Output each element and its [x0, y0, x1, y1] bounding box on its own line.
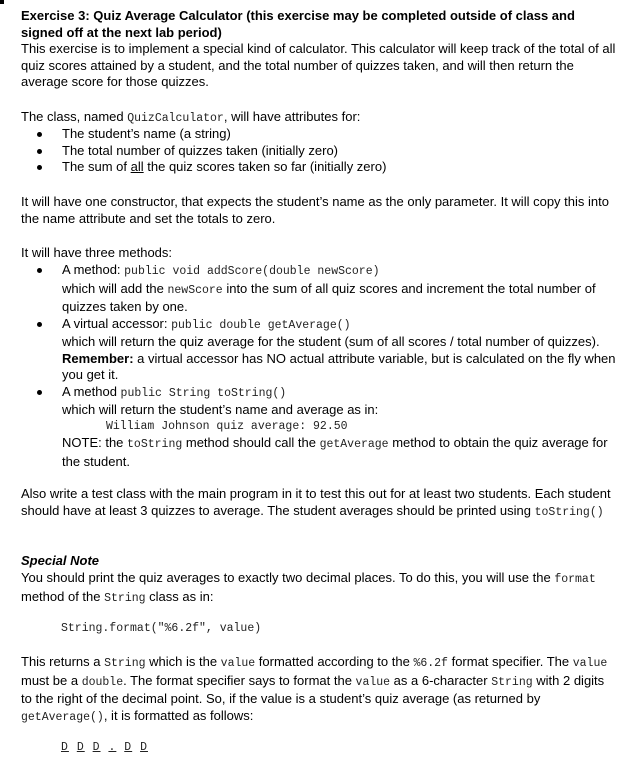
p2-o: with 2 digits to the right of the decimal point. So, if the value is a student’s quiz average (as returned by [21, 672, 605, 706]
method1-desc-code: newScore [167, 283, 223, 297]
attribute-sum-pre: The sum of [62, 159, 131, 174]
p2-d: value [220, 657, 256, 670]
attribute-item-sum [21, 159, 617, 176]
attribute-sum-emph: all [130, 159, 144, 174]
format-code-line: String.format("%6.2f", value) [61, 622, 262, 635]
method2-remember: Remember: [62, 350, 134, 366]
digit-slot: D [76, 741, 85, 754]
special-p1-code2: String [104, 591, 146, 605]
digit-slot: D [61, 741, 69, 754]
p2-c: which is the [145, 654, 221, 669]
p2-j: double [81, 675, 124, 689]
format-digit-pattern [61, 741, 148, 754]
class-intro-post: , will have attributes for: [223, 109, 361, 124]
special-p1-post: class as in: [145, 588, 214, 604]
methods-intro: It will have three methods: [21, 245, 173, 260]
digit-slot: D [92, 741, 101, 754]
class-name-code: QuizCalculator [127, 112, 224, 125]
corner-mark [0, 0, 4, 4]
p2-g: format specifier. The [447, 654, 573, 669]
special-note-paragraph-2 [21, 654, 617, 726]
attribute-sum-post: the quiz scores taken so far (initially zero) [143, 159, 387, 174]
method1-desc-post: into the sum of all quiz scores and increment the total number of quizzes taken by one. [62, 280, 596, 314]
method3-note-pre: NOTE: the [62, 435, 128, 450]
method-list [21, 262, 617, 470]
digit-slot: D [140, 741, 148, 754]
class-intro [21, 109, 617, 128]
method3-signature: public String toString() [120, 386, 287, 400]
constructor-paragraph: It will have one constructor, that expects the student’s name as the only parameter. It will copy this into the name attribute and set the totals to zero. [21, 194, 609, 226]
method2-desc-pre: which will return the quiz average for the student (sum of all scores / total number of quizzes). [62, 334, 600, 349]
method3-note-code1: toString [127, 438, 183, 451]
decimal-point-slot: . [108, 741, 117, 754]
method1-signature: public void addScore(double newScore) [124, 265, 380, 278]
method3-note-code2: getAverage [319, 438, 389, 451]
method2-signature: public double getAverage() [171, 318, 351, 332]
special-note-paragraph-1 [21, 570, 617, 607]
test-class-text: Also write a test class with the main program in it to test this out for at least two students. Each student should have at least 3 quizzes to average. The student averages should be printed using [21, 486, 611, 518]
method2-description [62, 334, 617, 384]
p2-p: getAverage() [21, 710, 104, 724]
p2-a: This returns a [21, 654, 105, 669]
special-p1-pre: You should print the quiz averages to exactly two decimal places. To do this, you will use the [21, 570, 555, 585]
p2-i: must be a [21, 672, 82, 688]
method3-example: William Johnson quiz average: 92.50 [106, 419, 348, 433]
method1-label: A method: [62, 262, 125, 277]
test-class-paragraph [21, 486, 617, 521]
class-intro-pre: The class, named [21, 109, 128, 124]
method-item-tostring [21, 384, 617, 471]
p2-q: , it is formatted as follows: [103, 707, 254, 723]
method3-note [62, 435, 617, 470]
method2-desc-post: a virtual accessor has NO actual attribute variable, but is calculated on the fly when you get it. [62, 350, 616, 382]
p2-b: String [104, 657, 146, 670]
p2-n: String [491, 675, 533, 689]
attribute-item-count: The total number of quizzes taken (initially zero) [21, 143, 617, 160]
special-note-title: Special Note [21, 553, 100, 568]
p2-l: value [355, 675, 391, 689]
method3-label: A method [62, 383, 121, 399]
p2-m: as a 6-character [390, 672, 492, 688]
p2-e: formatted according to the [255, 654, 414, 669]
method-item-addscore [21, 262, 617, 316]
method3-description: which will return the student’s name and average as in: [62, 402, 379, 417]
attribute-list [21, 126, 617, 176]
method-item-getaverage [21, 316, 617, 384]
method3-note-post: method to obtain the quiz average for the student. [62, 435, 608, 469]
method1-desc-pre: which will add the [62, 280, 168, 296]
method2-label: A virtual accessor: [62, 315, 172, 331]
p2-k: . The format specifier says to format the [123, 672, 356, 688]
digit-slot: D [124, 741, 133, 754]
p2-h: value [572, 657, 608, 670]
p2-f: %6.2f [413, 657, 448, 670]
test-class-code: toString() [534, 505, 604, 519]
intro-paragraph: This exercise is to implement a special kind of calculator. This calculator will keep track of the total of all quiz scores attained by a student, and the total number of quizzes taken, and will then return the average score for those quizzes. [21, 41, 616, 89]
attribute-item-name: The student’s name (a string) [21, 126, 617, 143]
method1-description [62, 281, 617, 316]
exercise-title: Exercise 3: Quiz Average Calculator (this exercise may be completed outside of class and signed off at the next lab period) [21, 8, 575, 40]
method3-note-mid: method should call the [182, 435, 320, 450]
special-p1-code1: format [554, 573, 596, 586]
special-p1-mid: method of the [21, 588, 105, 604]
